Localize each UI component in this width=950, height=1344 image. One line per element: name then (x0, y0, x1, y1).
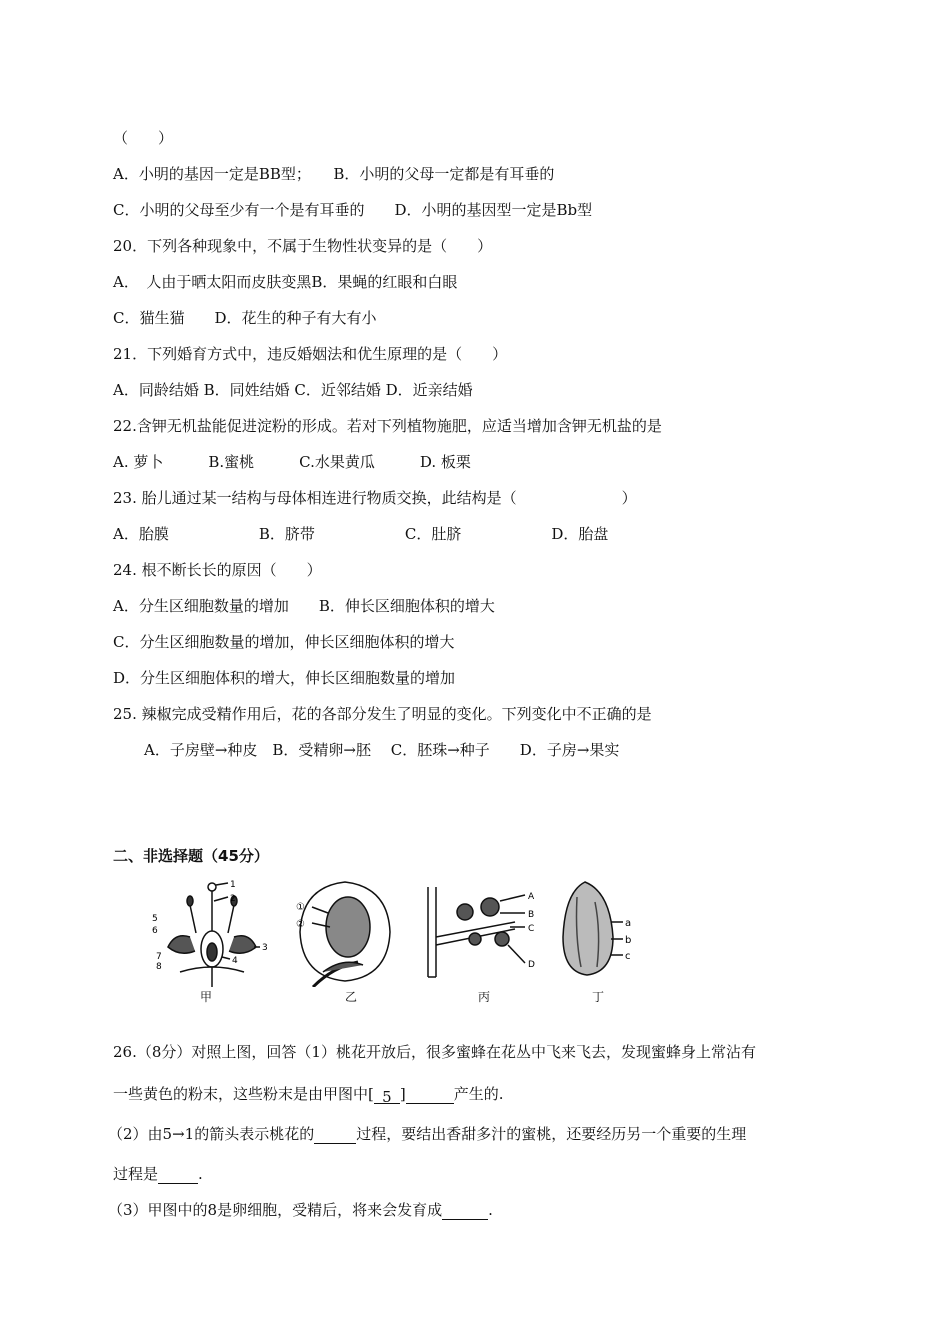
ding-label-c: c (625, 951, 631, 962)
q26-blank-2[interactable] (314, 1127, 356, 1144)
q23-options: A．胎膜 B．脐带 C．肚脐 D．胎盘 (113, 525, 609, 543)
q26-line-3-end: 过程，要结出香甜多汁的蜜桃，还要经历另一个重要的生理 (356, 1125, 747, 1143)
question-23-stem: 23. 胎儿通过某一结构与母体相连进行物质交换，此结构是（ ） (113, 489, 637, 507)
q24-option-ab: A．分生区细胞数量的增加 B．伸长区细胞体积的增大 (113, 597, 495, 615)
q26-line-2 (113, 1084, 504, 1104)
figure-jia-flower (150, 877, 275, 992)
question-21-stem: 21．下列婚育方式中，违反婚姻法和优生原理的是（ ） (113, 345, 508, 363)
figure-bing-caption: 丙 (478, 990, 491, 1004)
ding-label-b: b (625, 935, 632, 946)
figure-bing-branch (420, 877, 545, 982)
q26-line-2-end: 产生的. (453, 1085, 504, 1103)
q26-blank-4[interactable] (442, 1203, 488, 1220)
jia-label-7: 7 (156, 952, 162, 962)
q22-options: A. 萝卜 B.蜜桃 C.水果黄瓜 D. 板栗 (113, 453, 471, 471)
jia-label-4: 4 (232, 956, 238, 966)
q26-bracket-close: ] (399, 1085, 406, 1103)
jia-label-8: 8 (156, 962, 162, 972)
figure-yi-fruit (288, 877, 403, 987)
figure-ding-caption: 丁 (592, 990, 605, 1004)
q26-line-4-start: 过程是 (113, 1165, 159, 1183)
q26-line-1: 26.（8分）对照上图，回答（1）桃花开放后，很多蜜蜂在花丛中飞来飞去，发现蜜蜂身上常沾有 (113, 1043, 756, 1061)
q26-blank-1[interactable] (406, 1087, 454, 1104)
question-22-stem: 22.含钾无机盐能促进淀粉的形成。若对下列植物施肥，应适当增加含钾无机盐的是 (113, 417, 662, 435)
q26-line-5 (108, 1200, 493, 1220)
question-20-stem: 20．下列各种现象中，不属于生物性状变异的是（ ） (113, 237, 493, 255)
q26-line-5-start: （3）甲图中的8是卵细胞，受精后，将来会发育成 (108, 1201, 443, 1219)
q20-option-ab: A． 人由于晒太阳而皮肤变黑B．果蝇的红眼和白眼 (113, 273, 458, 291)
q21-options: A．同龄结婚 B．同姓结婚 C．近邻结婚 D．近亲结婚 (113, 381, 473, 399)
q26-line-2-text: 一些黄色的粉末，这些粉末是由甲图中[ (113, 1085, 374, 1103)
q19-option-ab: A．小明的基因一定是BB型； B．小明的父母一定都是有耳垂的 (113, 165, 555, 183)
q26-line-3-start: （2）由5→1的箭头表示桃花的 (108, 1125, 315, 1143)
q26-answer-5: 5 (374, 1087, 400, 1104)
q19-option-cd: C．小明的父母至少有一个是有耳垂的 D．小明的基因型一定是Bb型 (113, 201, 593, 219)
figure-ding-seed (555, 877, 645, 982)
section-title: 二、非选择题（45分） (113, 847, 269, 865)
question-19-bracket: （ ） (113, 129, 174, 147)
yi-label-1: ① (296, 902, 305, 913)
q25-options: A．子房壁→种皮 B．受精卵→胚 C．胚珠→种子 D．子房→果实 (144, 741, 620, 759)
q24-option-d: D．分生区细胞体积的增大，伸长区细胞数量的增加 (113, 669, 456, 687)
jia-label-3: 3 (262, 943, 268, 953)
yi-label-2: ② (296, 919, 305, 930)
jia-label-5: 5 (152, 914, 158, 924)
jia-label-6: 6 (152, 926, 158, 936)
q20-option-cd: C．猫生猫 D．花生的种子有大有小 (113, 309, 377, 327)
q26-blank-3[interactable] (158, 1167, 198, 1184)
q24-option-c: C．分生区细胞数量的增加，伸长区细胞体积的增大 (113, 633, 455, 651)
bing-label-b: B (528, 910, 535, 920)
q26-line-4-end: . (198, 1165, 203, 1183)
question-24-stem: 24. 根不断长长的原因（ ） (113, 561, 322, 579)
q26-line-3 (108, 1124, 746, 1144)
figure-yi-caption: 乙 (345, 990, 358, 1004)
bing-label-c: C (528, 924, 535, 934)
bing-label-d: D (528, 960, 535, 970)
jia-label-2: 2 (230, 894, 236, 904)
figure-jia-caption: 甲 (200, 990, 213, 1004)
jia-label-1: 1 (230, 880, 236, 890)
bing-label-a: A (528, 892, 535, 902)
q26-line-4 (113, 1164, 203, 1184)
q26-line-5-end: . (488, 1201, 493, 1219)
ding-label-a: a (625, 918, 632, 929)
question-25-stem: 25. 辣椒完成受精作用后，花的各部分发生了明显的变化。下列变化中不正确的是 (113, 705, 652, 723)
